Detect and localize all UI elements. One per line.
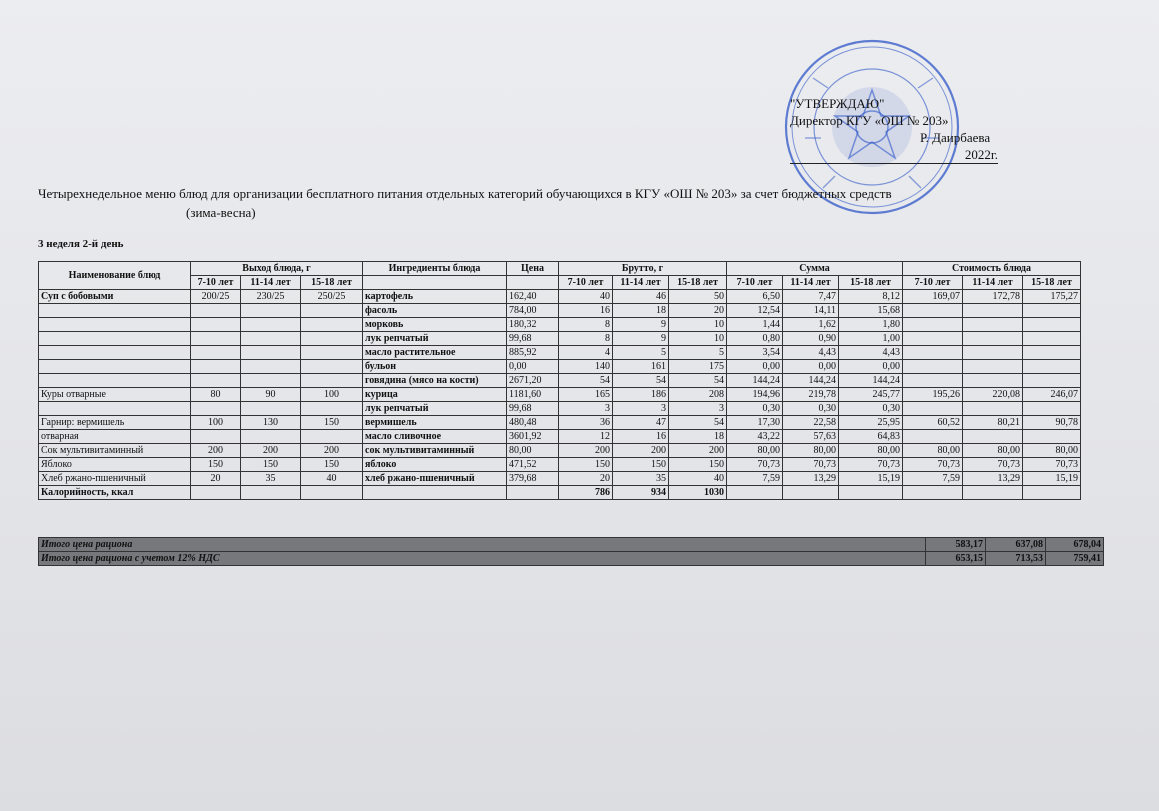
dish-name-cell: [39, 374, 191, 388]
value-cell: 885,92: [507, 346, 559, 360]
value-cell: [241, 318, 301, 332]
value-cell: 5: [669, 346, 727, 360]
approval-position: Директор КГУ «ОШ № 203»: [790, 113, 949, 128]
header-sum: Сумма: [727, 262, 903, 276]
calories-row: [39, 486, 1081, 500]
cost-age-2: 11-14 лет: [963, 276, 1023, 290]
value-cell: [301, 360, 363, 374]
value-cell: 150: [613, 458, 669, 472]
value-cell: 70,73: [783, 458, 839, 472]
table-row: [39, 318, 1081, 332]
value-cell: 0,00: [727, 360, 783, 374]
value-cell: 230/25: [241, 290, 301, 304]
totals-label: Итого цена рациона: [39, 538, 926, 552]
value-cell: 35: [613, 472, 669, 486]
brutto-age-2: 11-14 лет: [613, 276, 669, 290]
dish-name-cell: [39, 318, 191, 332]
value-cell: 90,78: [1023, 416, 1081, 430]
calories-label: Калорийность, ккал: [39, 486, 191, 500]
header-ingredients-empty: [363, 276, 507, 290]
table-row: [39, 458, 1081, 472]
brutto-age-1: 7-10 лет: [559, 276, 613, 290]
value-cell: [301, 318, 363, 332]
empty-cell: [839, 486, 903, 500]
value-cell: 200: [301, 444, 363, 458]
value-cell: 90: [241, 388, 301, 402]
value-cell: [963, 318, 1023, 332]
value-cell: 194,96: [727, 388, 783, 402]
dish-name-cell: Сок мультивитаминный: [39, 444, 191, 458]
value-cell: 3: [669, 402, 727, 416]
value-cell: 3: [613, 402, 669, 416]
table-row: [39, 402, 1081, 416]
value-cell: 99,68: [507, 332, 559, 346]
approval-signer: Р. Даирбаева: [920, 130, 991, 145]
value-cell: 379,68: [507, 472, 559, 486]
value-cell: 784,00: [507, 304, 559, 318]
value-cell: 12,54: [727, 304, 783, 318]
value-cell: [241, 430, 301, 444]
value-cell: [191, 430, 241, 444]
value-cell: [241, 360, 301, 374]
value-cell: 80,00: [507, 444, 559, 458]
output-age-1: 7-10 лет: [191, 276, 241, 290]
table-row: [39, 332, 1081, 346]
value-cell: 150: [301, 458, 363, 472]
dish-name-cell: [39, 346, 191, 360]
value-cell: 40: [301, 472, 363, 486]
totals-vat-label: Итого цена рациона с учетом 12% НДС: [39, 552, 926, 566]
value-cell: [963, 332, 1023, 346]
value-cell: 80,00: [963, 444, 1023, 458]
value-cell: [963, 346, 1023, 360]
value-cell: 70,73: [839, 458, 903, 472]
value-cell: [903, 304, 963, 318]
value-cell: [903, 346, 963, 360]
value-cell: 57,63: [783, 430, 839, 444]
value-cell: 36: [559, 416, 613, 430]
value-cell: 162,40: [507, 290, 559, 304]
value-cell: [301, 374, 363, 388]
page-subtitle: (зима-весна): [186, 205, 256, 220]
value-cell: [301, 332, 363, 346]
value-cell: 200: [241, 444, 301, 458]
value-cell: 16: [613, 430, 669, 444]
value-cell: 161: [613, 360, 669, 374]
value-cell: [301, 430, 363, 444]
value-cell: 54: [613, 374, 669, 388]
value-cell: 7,59: [903, 472, 963, 486]
value-cell: 9: [613, 332, 669, 346]
empty-cell: [783, 486, 839, 500]
value-cell: 40: [559, 290, 613, 304]
header-cost: Стоимость блюда: [903, 262, 1081, 276]
value-cell: 100: [301, 388, 363, 402]
approval-date-text: 2022г.: [964, 147, 998, 162]
value-cell: 15,19: [1023, 472, 1081, 486]
value-cell: 0,00: [839, 360, 903, 374]
sum-age-2: 11-14 лет: [783, 276, 839, 290]
table-row: [39, 304, 1081, 318]
calories-3: 1030: [669, 486, 727, 500]
value-cell: [1023, 318, 1081, 332]
value-cell: 0,30: [783, 402, 839, 416]
empty-cell: [963, 486, 1023, 500]
value-cell: 80,00: [1023, 444, 1081, 458]
approval-title: "УТВЕРЖДАЮ": [790, 96, 885, 111]
ingredient-cell: хлеб ржано-пшеничный: [363, 472, 507, 486]
sum-age-3: 15-18 лет: [839, 276, 903, 290]
header-ingredients: Ингредиенты блюда: [363, 262, 507, 276]
value-cell: 80,00: [727, 444, 783, 458]
value-cell: 40: [669, 472, 727, 486]
ingredient-cell: говядина (мясо на кости): [363, 374, 507, 388]
value-cell: 172,78: [963, 290, 1023, 304]
value-cell: [241, 332, 301, 346]
value-cell: 175: [669, 360, 727, 374]
value-cell: 35: [241, 472, 301, 486]
value-cell: 144,24: [727, 374, 783, 388]
value-cell: 12: [559, 430, 613, 444]
approval-date: [790, 146, 998, 164]
value-cell: 0,00: [507, 360, 559, 374]
dish-name-cell: [39, 360, 191, 374]
value-cell: [1023, 346, 1081, 360]
value-cell: 250/25: [301, 290, 363, 304]
menu-table: [38, 261, 1081, 500]
value-cell: 16: [559, 304, 613, 318]
totals-vat-row: [39, 552, 1104, 566]
value-cell: 5: [613, 346, 669, 360]
value-cell: 0,00: [783, 360, 839, 374]
cost-age-1: 7-10 лет: [903, 276, 963, 290]
total-3: 678,04: [1046, 538, 1104, 552]
value-cell: 1181,60: [507, 388, 559, 402]
value-cell: 7,47: [783, 290, 839, 304]
dish-name-cell: Яблоко: [39, 458, 191, 472]
value-cell: 150: [669, 458, 727, 472]
header-row-2: [39, 276, 1081, 290]
output-age-2: 11-14 лет: [241, 276, 301, 290]
value-cell: 99,68: [507, 402, 559, 416]
value-cell: 2671,20: [507, 374, 559, 388]
total-1: 583,17: [926, 538, 986, 552]
value-cell: [963, 360, 1023, 374]
empty-cell: [301, 486, 363, 500]
value-cell: [903, 318, 963, 332]
value-cell: [1023, 332, 1081, 346]
value-cell: 130: [241, 416, 301, 430]
calories-2: 934: [613, 486, 669, 500]
value-cell: 80,21: [963, 416, 1023, 430]
value-cell: 0,30: [839, 402, 903, 416]
value-cell: 8: [559, 332, 613, 346]
dish-name-cell: Гарнир: вермишель: [39, 416, 191, 430]
value-cell: 3: [559, 402, 613, 416]
total-2: 637,08: [986, 538, 1046, 552]
header-brutto: Брутто, г: [559, 262, 727, 276]
ingredient-cell: масло растительное: [363, 346, 507, 360]
value-cell: 4: [559, 346, 613, 360]
value-cell: 100: [191, 416, 241, 430]
value-cell: 25,95: [839, 416, 903, 430]
value-cell: [903, 360, 963, 374]
value-cell: 70,73: [963, 458, 1023, 472]
table-row: [39, 444, 1081, 458]
sum-age-1: 7-10 лет: [727, 276, 783, 290]
value-cell: 150: [191, 458, 241, 472]
dish-name-cell: Куры отварные: [39, 388, 191, 402]
empty-cell: [727, 486, 783, 500]
value-cell: [301, 346, 363, 360]
output-age-3: 15-18 лет: [301, 276, 363, 290]
value-cell: 80,00: [783, 444, 839, 458]
dish-name-cell: Суп с бобовыми: [39, 290, 191, 304]
ingredient-cell: картофель: [363, 290, 507, 304]
ingredient-cell: курица: [363, 388, 507, 402]
brutto-age-3: 15-18 лет: [669, 276, 727, 290]
value-cell: [963, 430, 1023, 444]
ingredient-cell: морковь: [363, 318, 507, 332]
table-row: [39, 430, 1081, 444]
value-cell: 3,54: [727, 346, 783, 360]
ingredient-cell: бульон: [363, 360, 507, 374]
totals-spacer: [39, 527, 1104, 538]
value-cell: 47: [613, 416, 669, 430]
value-cell: 480,48: [507, 416, 559, 430]
ingredient-cell: яблоко: [363, 458, 507, 472]
value-cell: 471,52: [507, 458, 559, 472]
value-cell: 1,62: [783, 318, 839, 332]
ingredient-cell: вермишель: [363, 416, 507, 430]
value-cell: 169,07: [903, 290, 963, 304]
ingredient-cell: лук репчатый: [363, 332, 507, 346]
value-cell: [191, 374, 241, 388]
totals-row-spacer: [39, 527, 1104, 538]
value-cell: 18: [669, 430, 727, 444]
value-cell: [241, 304, 301, 318]
ingredient-cell: масло сливочное: [363, 430, 507, 444]
table-row: [39, 388, 1081, 402]
value-cell: 14,11: [783, 304, 839, 318]
empty-cell: [191, 486, 241, 500]
value-cell: 245,77: [839, 388, 903, 402]
value-cell: 246,07: [1023, 388, 1081, 402]
page-title: Четырехнедельное меню блюд для организации бесплатного питания отдельных категорий обучающихся в КГУ «ОШ № 203» за счет бюджетных средств: [38, 186, 892, 201]
value-cell: 13,29: [783, 472, 839, 486]
header-row-1: [39, 262, 1081, 276]
value-cell: 175,27: [1023, 290, 1081, 304]
value-cell: [1023, 360, 1081, 374]
value-cell: 46: [613, 290, 669, 304]
header-dish: Наименование блюд: [39, 262, 191, 290]
header-price-empty: [507, 276, 559, 290]
value-cell: 8: [559, 318, 613, 332]
approval-block: [790, 95, 1040, 164]
totals-row: [39, 538, 1104, 552]
value-cell: 165: [559, 388, 613, 402]
value-cell: [963, 374, 1023, 388]
value-cell: [301, 402, 363, 416]
value-cell: 208: [669, 388, 727, 402]
value-cell: 8,12: [839, 290, 903, 304]
table-row: [39, 360, 1081, 374]
value-cell: 200/25: [191, 290, 241, 304]
value-cell: 54: [669, 416, 727, 430]
value-cell: 1,00: [839, 332, 903, 346]
value-cell: 195,26: [903, 388, 963, 402]
value-cell: 10: [669, 318, 727, 332]
value-cell: 150: [241, 458, 301, 472]
value-cell: 200: [559, 444, 613, 458]
value-cell: 22,58: [783, 416, 839, 430]
value-cell: 140: [559, 360, 613, 374]
value-cell: 7,59: [727, 472, 783, 486]
header-price: Цена: [507, 262, 559, 276]
value-cell: 0,80: [727, 332, 783, 346]
value-cell: [191, 332, 241, 346]
ingredient-cell: сок мультивитаминный: [363, 444, 507, 458]
calories-1: 786: [559, 486, 613, 500]
value-cell: 219,78: [783, 388, 839, 402]
table-row: [39, 290, 1081, 304]
value-cell: 50: [669, 290, 727, 304]
table-row: [39, 374, 1081, 388]
table-row: [39, 416, 1081, 430]
value-cell: [191, 304, 241, 318]
empty-cell: [1023, 486, 1081, 500]
value-cell: [963, 304, 1023, 318]
total-vat-1: 653,15: [926, 552, 986, 566]
value-cell: [903, 374, 963, 388]
empty-cell: [903, 486, 963, 500]
value-cell: 10: [669, 332, 727, 346]
menu-table-body: [39, 262, 1081, 500]
table-row: [39, 346, 1081, 360]
value-cell: [903, 332, 963, 346]
value-cell: [1023, 430, 1081, 444]
value-cell: [241, 374, 301, 388]
ingredient-cell: лук репчатый: [363, 402, 507, 416]
value-cell: [1023, 402, 1081, 416]
value-cell: 144,24: [783, 374, 839, 388]
value-cell: 80,00: [839, 444, 903, 458]
empty-cell: [363, 486, 507, 500]
value-cell: 1,44: [727, 318, 783, 332]
value-cell: 18: [613, 304, 669, 318]
value-cell: [903, 402, 963, 416]
value-cell: 15,19: [839, 472, 903, 486]
header-output: Выход блюда, г: [191, 262, 363, 276]
value-cell: [191, 318, 241, 332]
value-cell: [241, 402, 301, 416]
value-cell: [301, 304, 363, 318]
value-cell: 20: [669, 304, 727, 318]
value-cell: 0,90: [783, 332, 839, 346]
totals-table: [38, 527, 1104, 566]
value-cell: 6,50: [727, 290, 783, 304]
value-cell: [191, 346, 241, 360]
value-cell: 70,73: [1023, 458, 1081, 472]
empty-cell: [507, 486, 559, 500]
value-cell: 80,00: [903, 444, 963, 458]
value-cell: 54: [669, 374, 727, 388]
value-cell: 200: [669, 444, 727, 458]
value-cell: 54: [559, 374, 613, 388]
value-cell: 200: [613, 444, 669, 458]
value-cell: 150: [559, 458, 613, 472]
total-vat-2: 713,53: [986, 552, 1046, 566]
dish-name-cell: [39, 304, 191, 318]
value-cell: 150: [301, 416, 363, 430]
value-cell: 80: [191, 388, 241, 402]
ingredient-cell: фасоль: [363, 304, 507, 318]
value-cell: 1,80: [839, 318, 903, 332]
value-cell: 3601,92: [507, 430, 559, 444]
value-cell: 144,24: [839, 374, 903, 388]
week-day-label: 3 неделя 2-й день: [38, 238, 124, 250]
value-cell: 4,43: [839, 346, 903, 360]
value-cell: [903, 430, 963, 444]
value-cell: 4,43: [783, 346, 839, 360]
dish-name-cell: [39, 332, 191, 346]
value-cell: [963, 402, 1023, 416]
value-cell: 200: [191, 444, 241, 458]
cost-age-3: 15-18 лет: [1023, 276, 1081, 290]
dish-name-cell: Хлеб ржано-пшеничный: [39, 472, 191, 486]
value-cell: [191, 360, 241, 374]
empty-cell: [241, 486, 301, 500]
value-cell: 13,29: [963, 472, 1023, 486]
dish-name-cell: [39, 402, 191, 416]
value-cell: 70,73: [903, 458, 963, 472]
value-cell: [191, 402, 241, 416]
value-cell: [241, 346, 301, 360]
dish-name-cell: отварная: [39, 430, 191, 444]
value-cell: 20: [191, 472, 241, 486]
value-cell: 43,22: [727, 430, 783, 444]
value-cell: 17,30: [727, 416, 783, 430]
value-cell: 220,08: [963, 388, 1023, 402]
value-cell: 70,73: [727, 458, 783, 472]
value-cell: [1023, 374, 1081, 388]
value-cell: 15,68: [839, 304, 903, 318]
value-cell: [1023, 304, 1081, 318]
value-cell: 186: [613, 388, 669, 402]
value-cell: 20: [559, 472, 613, 486]
table-row: [39, 472, 1081, 486]
value-cell: 64,83: [839, 430, 903, 444]
total-vat-3: 759,41: [1046, 552, 1104, 566]
value-cell: 180,32: [507, 318, 559, 332]
value-cell: 60,52: [903, 416, 963, 430]
value-cell: 0,30: [727, 402, 783, 416]
value-cell: 9: [613, 318, 669, 332]
